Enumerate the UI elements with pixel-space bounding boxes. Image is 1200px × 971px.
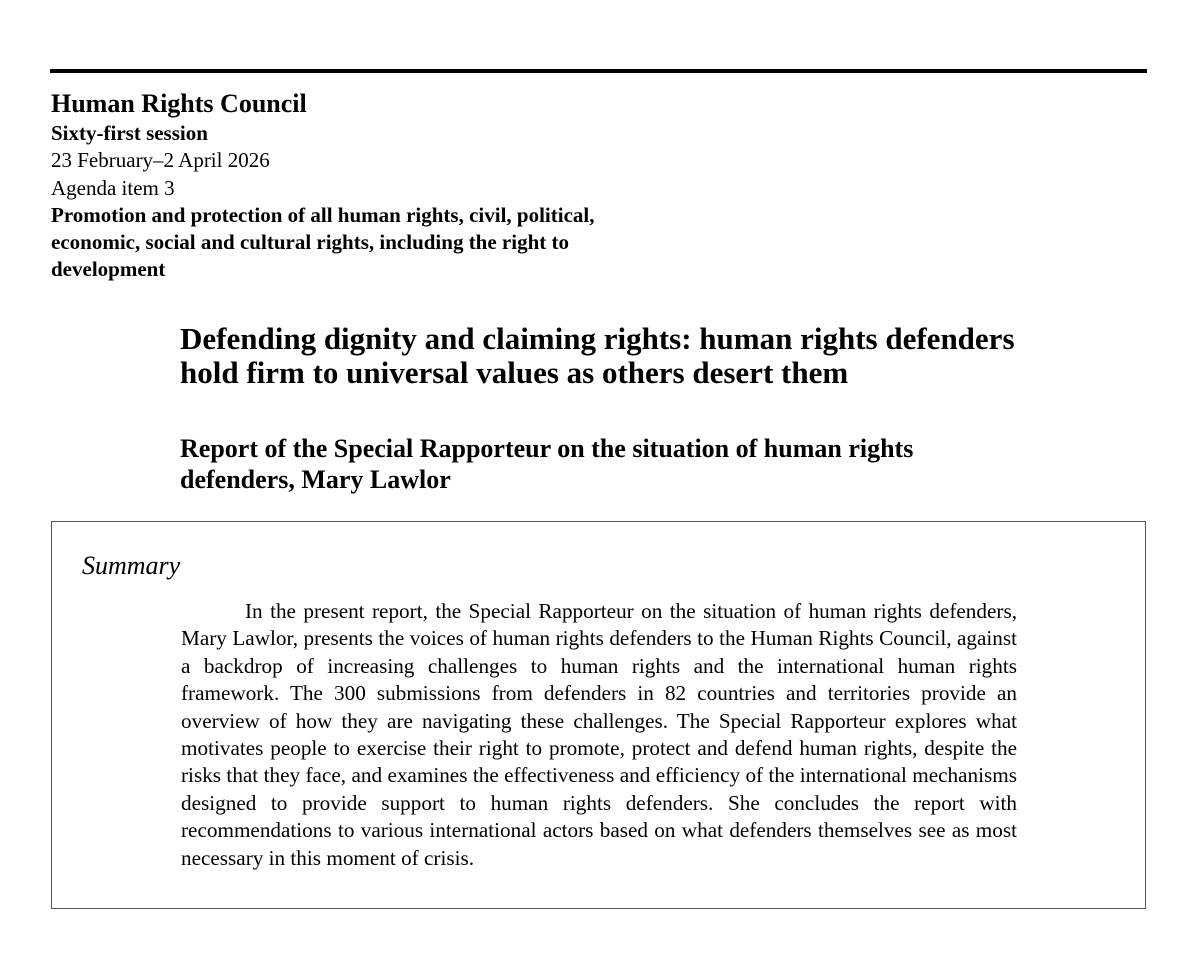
summary-box — [51, 521, 1146, 909]
agenda-title: Promotion and protection of all human rights, civil, political, economic, social and cultural rights, including the right to development — [51, 202, 595, 282]
council-name: Human Rights Council — [51, 89, 307, 118]
document-header — [51, 88, 611, 284]
summary-text: In the present report, the Special Rapporteur on the situation of human rights defenders, Mary Lawlor, presents the voices of human rights defenders to the Human Rights Council, against a backdrop of increasing challenges to human rights and the international human rights framework. The 300 submissions from defenders in 82 countries and territories provide an overview of how they are navigating these challenges. The Special Rapporteur explores what motivates people to exercise their right to promote, protect and defend human rights, despite the risks that they face, and examines the effectiveness and efficiency of the international mechanisms designed to provide support to human rights defenders. She concludes the report with recommendations to various international actors based on what defenders themselves see as most necessary in this moment of crisis. — [181, 599, 1017, 870]
session-dates: 23 February–2 April 2026 — [51, 148, 270, 173]
summary-heading: Summary — [82, 551, 181, 580]
session-name: Sixty-first session — [51, 121, 208, 145]
document-title: Defending dignity and claiming rights: human rights defenders hold firm to universal values as others desert them — [180, 321, 1015, 390]
document-subtitle: Report of the Special Rapporteur on the situation of human rights defenders, Mary Lawlor — [180, 434, 914, 494]
top-rule — [50, 69, 1147, 73]
agenda-item: Agenda item 3 — [51, 175, 175, 200]
